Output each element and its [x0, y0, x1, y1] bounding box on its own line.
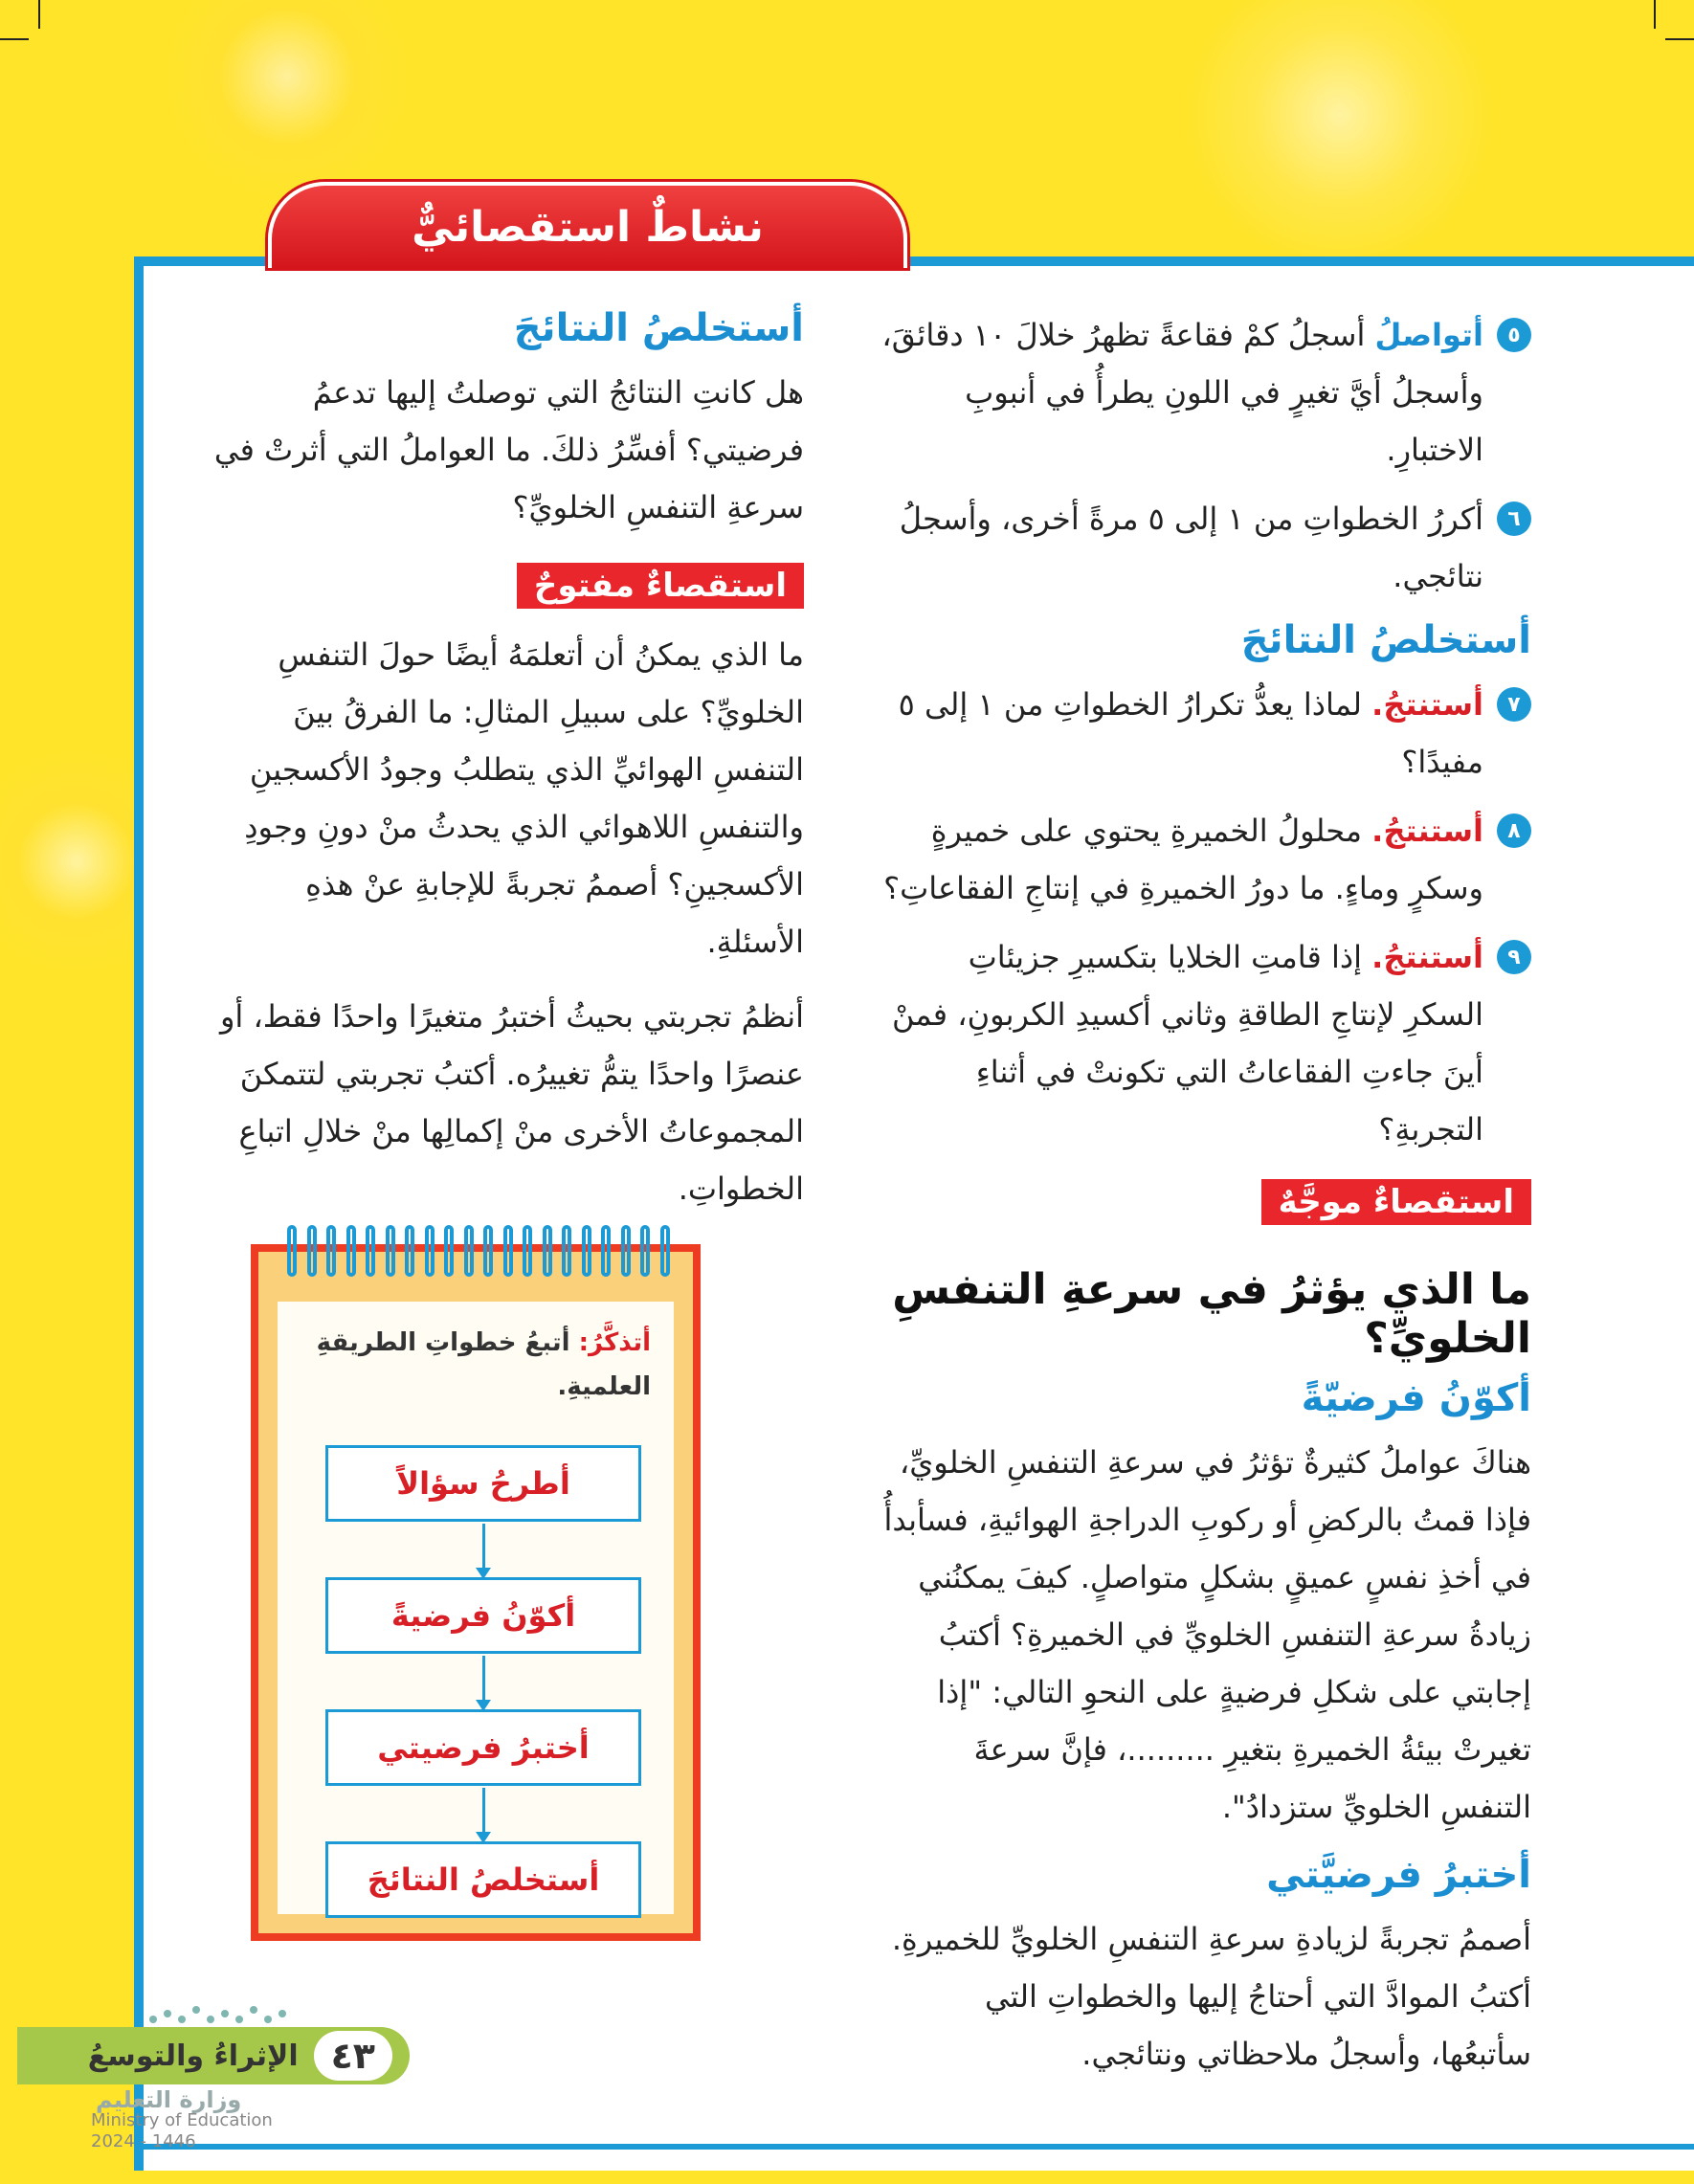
flow-step-question: أطرحُ سؤالاً — [325, 1445, 641, 1522]
step-number: ٦ — [1497, 501, 1531, 536]
step-6 — [880, 490, 1531, 605]
edition-year: 2024 - 1446 — [91, 2131, 196, 2151]
footer-badge — [17, 2027, 410, 2084]
organize-text: أنظمُ تجربتي بحيثُ أختبرُ متغيرًا واحدًا فقط، أو عنصرًا واحدًا يتمُّ تغييرُه. أكتبُ تجربتي لتتمكنَ المجموعاتُ الأخرى منْ إكمالِها منْ خلالِ اتباعِ الخطواتِ. — [219, 998, 804, 1207]
flow-step-hypothesis: أكوّنُ فرضيةً — [325, 1577, 641, 1654]
flow-step-test: أختبرُ فرضيتي — [325, 1709, 641, 1786]
flow-step-conclude: أستخلصُ النتائجَ — [325, 1841, 641, 1918]
right-column — [880, 306, 1531, 2100]
step-text: أسجلُ كمْ فقاعةً تظهرُ خلالَ ١٠ دقائقَ، وأسجلُ أيَّ تغيرٍ في اللونِ يطرأُ في أنبوبِ الاختبارِ. — [881, 317, 1483, 468]
step-keyword: أتواصلُ — [1374, 317, 1483, 353]
crop-mark — [1665, 38, 1694, 40]
remember-note — [287, 1321, 651, 1409]
guided-inquiry-label: استقصاءٌ موجَّهٌ — [1261, 1179, 1531, 1225]
remember-label: أتذكَّرُ: — [578, 1328, 651, 1357]
test-heading: أختبرُ فرضيَّتي — [1266, 1853, 1531, 1897]
step-keyword: أستنتجُ. — [1371, 686, 1483, 723]
ministry-en-text: Ministry of Education — [91, 2110, 273, 2130]
notepad-spiral — [287, 1225, 670, 1282]
page-number: ٤٣ — [314, 2031, 392, 2081]
hypothesis-heading: أكوّنُ فرضيّةً — [1301, 1376, 1531, 1420]
step-keyword: أستنتجُ. — [1371, 939, 1483, 975]
step-9 — [880, 928, 1531, 1158]
step-keyword: أستنتجُ. — [1371, 813, 1483, 849]
step-text: محلولُ الخميرةِ يحتوي على خميرةٍ وسكرٍ وماءٍ. ما دورُ الخميرةِ في إنتاجِ الفقاعاتِ؟ — [883, 813, 1483, 906]
section-banner — [268, 182, 907, 268]
hypothesis-text: هناكَ عواملُ كثيرةٌ تؤثرُ في سرعةِ التنفسِ الخلويِّ، فإذا قمتُ بالركضِ أو ركوبِ الدراجةِ الهوائيةِ، فسأبدأُ في أخذِ نفسٍ عميقٍ بشكلٍ متواصلٍ. كيفَ يمكنُني زيادةُ سرعةِ التنفسِ الخلويِّ في الخميرةِ؟ أكتبُ إجابتي على شكلِ فرضيةٍ على النحوِ التالي: "إذا تغيرتْ بيئةُ الخميرةِ بتغيرِ .........، فإنَّ سرعةَ التنفسِ الخلويِّ ستزدادُ". — [883, 1444, 1531, 1825]
banner-title: نشاطٌ استقصائيٌّ — [412, 202, 764, 252]
ministry-name-ar: وزارة التعليم — [96, 2086, 242, 2113]
step-5 — [880, 306, 1531, 479]
crop-mark — [1654, 0, 1656, 29]
bottom-rule — [134, 2144, 1694, 2150]
heading-conclude: أستخلصُ النتائجَ — [1240, 618, 1531, 662]
flow-arrow — [482, 1656, 485, 1705]
step-text: أكررُ الخطواتِ من ١ إلى ٥ مرةً أخرى، وأسجلُ نتائجي. — [899, 501, 1483, 594]
crop-mark — [0, 38, 29, 40]
heading-conclude-left: أستخلصُ النتائجَ — [513, 306, 804, 350]
step-8 — [880, 802, 1531, 917]
step-text: لماذا يعدُّ تكرارُ الخطواتِ من ١ إلى ٥ مفيدًا؟ — [898, 686, 1483, 780]
left-column — [211, 306, 804, 1235]
conclude-text: هل كانتِ النتائجُ التي توصلتُ إليها تدعمُ فرضيتي؟ أفسِّرُ ذلكَ. ما العواملُ التي أثرتْ في سرعةِ التنفسِ الخلويِّ؟ — [213, 374, 804, 525]
flow-arrow — [482, 1788, 485, 1838]
step-text: إذا قامتِ الخلايا بتكسيرِ جزيئاتِ السكرِ لإنتاجِ الطاقةِ وثاني أكسيدِ الكربونِ، فمنْ أينَ جاءتِ الفقاعاتُ التي تكونتْ في أثناءِ التجربةِ؟ — [891, 939, 1483, 1148]
open-inquiry-text: ما الذي يمكنُ أن أتعلمَهُ أيضًا حولَ التنفسِ الخلويِّ؟ على سبيلِ المثالِ: ما الفرقُ بينَ التنفسِ الهوائيِّ الذي يتطلبُ وجودُ الأكسجينِ والتنفسِ اللاهوائي الذي يحدثُ منْ دونِ وجودِ الأكسجينِ؟ أصممُ تجربةً للإجابةِ عنْ هذهِ الأسئلةِ. — [244, 636, 804, 960]
step-number: ٩ — [1497, 940, 1531, 974]
step-number: ٧ — [1497, 687, 1531, 722]
crop-mark — [38, 0, 40, 29]
guided-question: ما الذي يؤثرُ في سرعةِ التنفسِ الخلويِّ؟ — [892, 1265, 1531, 1363]
remember-notepad — [251, 1244, 701, 1941]
step-7 — [880, 676, 1531, 791]
step-number: ٥ — [1497, 318, 1531, 352]
step-number: ٨ — [1497, 813, 1531, 848]
test-text: أصممُ تجربةً لزيادةِ سرعةِ التنفسِ الخلويِّ للخميرةِ. أكتبُ الموادَّ التي أحتاجُ إليها والخطواتِ التي سأتبعُها، وأسجلُ ملاحظاتي ونتائجي. — [891, 1921, 1531, 2072]
notepad-page — [278, 1302, 674, 1914]
ministry-logo-dots — [144, 2000, 297, 2029]
section-name: الإثراءُ والتوسعُ — [87, 2039, 299, 2073]
ministry-name-en — [91, 2110, 273, 2152]
remember-text: أتبعُ خطواتِ الطريقةِ العلميةِ. — [316, 1328, 651, 1401]
flow-arrow — [482, 1524, 485, 1573]
open-inquiry-label: استقصاءٌ مفتوحٌ — [517, 563, 804, 609]
